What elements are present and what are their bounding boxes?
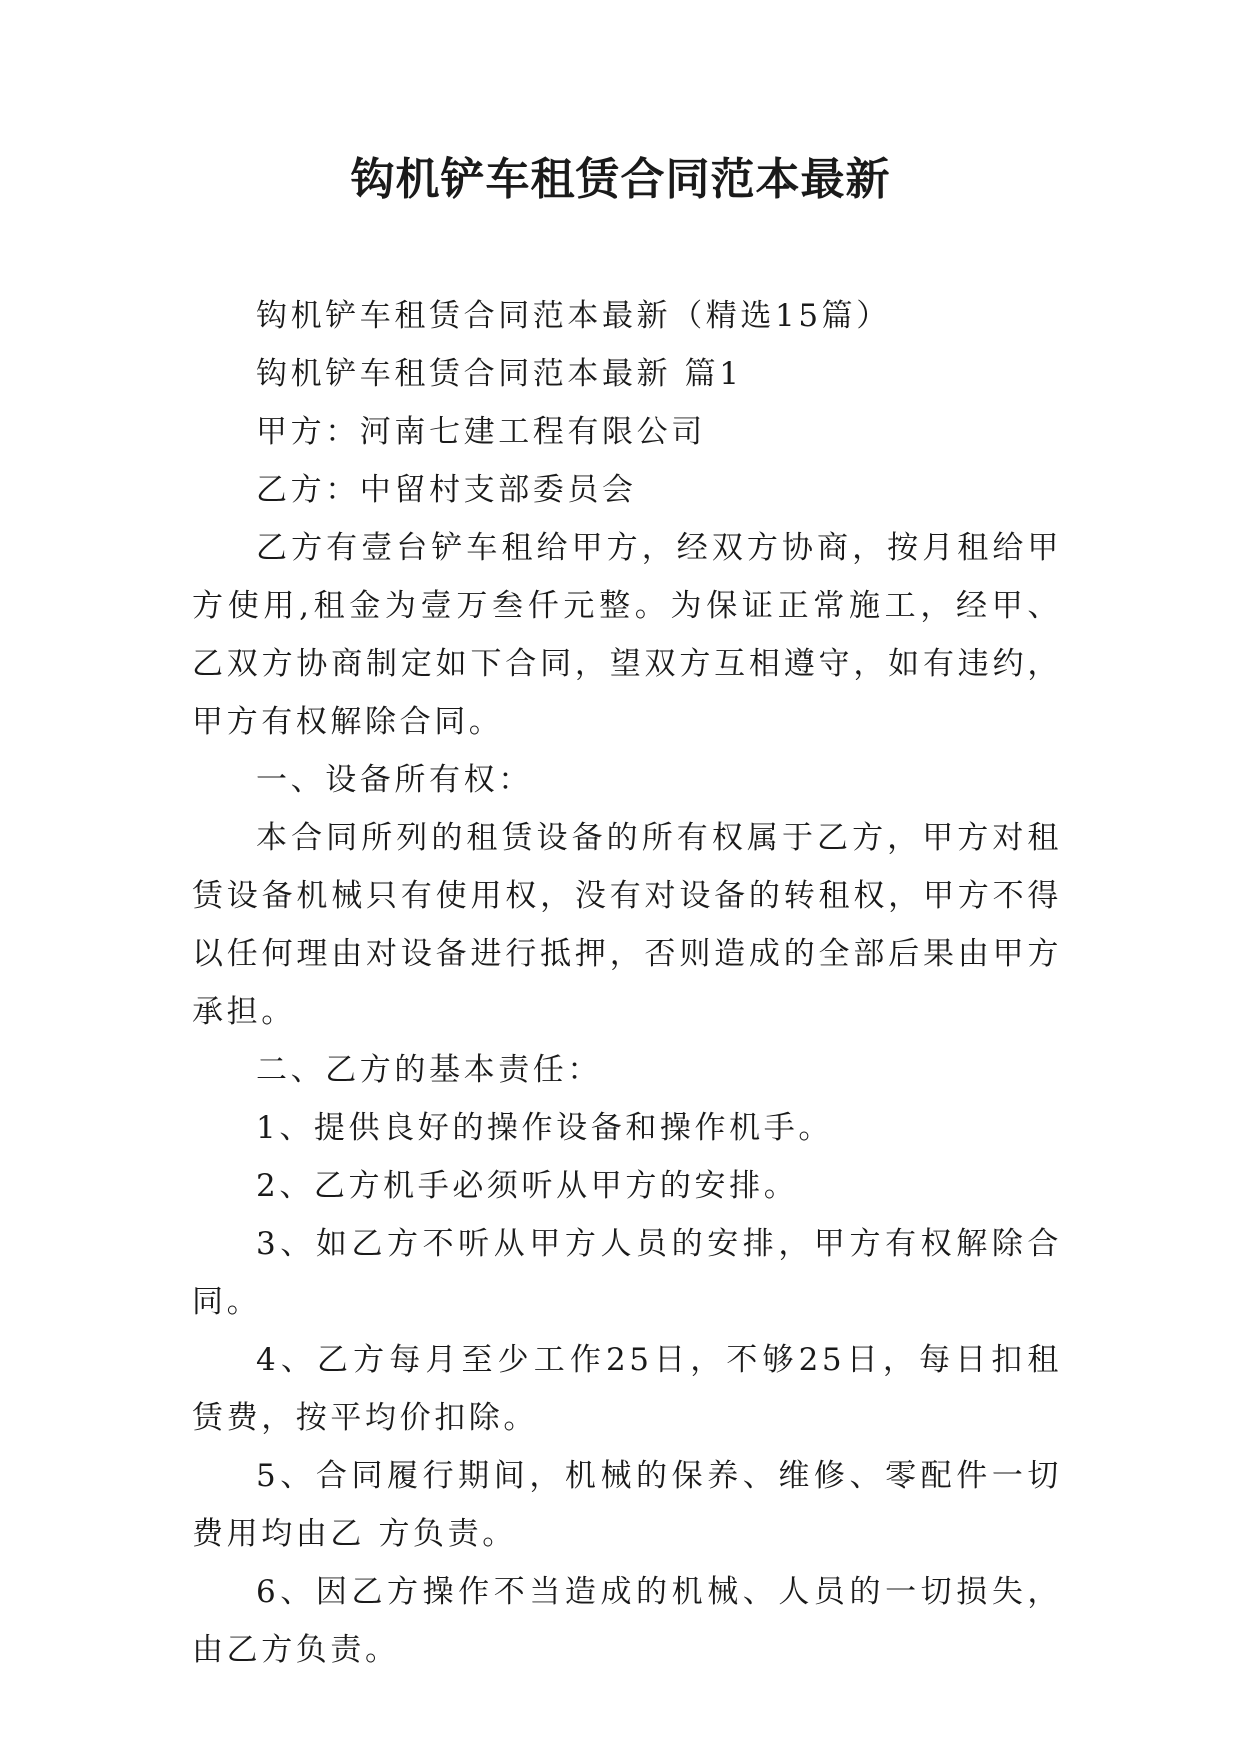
document-title: 钩机铲车租赁合同范本最新 — [350, 154, 891, 205]
paragraph-clause-1-heading: 一、设备所有权： — [256, 762, 533, 798]
paragraph-clause-2-heading: 二、乙方的基本责任： — [256, 1052, 602, 1088]
paragraph-subtitle: 钩机铲车租赁合同范本最新（精选15篇） — [256, 298, 891, 334]
paragraph-clause-1-body: 本合同所列的租赁设备的所有权属于乙方，甲方对租赁设备机械只有使用权，没有对设备的转租权，甲方不得以任何理由对设备进行抵押，否则造成的全部后果由甲方承担。 — [192, 820, 1062, 1030]
paragraph-item-1: 1、提供良好的操作设备和操作机手。 — [256, 1110, 833, 1146]
paragraph-section-heading: 钩机铲车租赁合同范本最新 篇1 — [256, 356, 743, 392]
paragraph-intro: 乙方有壹台铲车租给甲方，经双方协商，按月租给甲方使用,租金为壹万叁仟元整。为保证正常施工，经甲、乙双方协商制定如下合同，望双方互相遵守，如有违约，甲方有权解除合同。 — [192, 530, 1062, 740]
paragraph-item-4: 4、乙方每月至少工作25日，不够25日，每日扣租赁费，按平均价扣除。 — [192, 1342, 1062, 1436]
paragraph-item-2: 2、乙方机手必须听从甲方的安排。 — [256, 1168, 799, 1204]
paragraph-item-5: 5、合同履行期间，机械的保养、维修、零配件一切费用均由乙 方负责。 — [192, 1458, 1062, 1552]
document-body — [192, 287, 1062, 1679]
paragraph-party-a: 甲方：河南七建工程有限公司 — [256, 414, 706, 450]
paragraph-item-6: 6、因乙方操作不当造成的机械、人员的一切损失，由乙方负责。 — [192, 1574, 1062, 1668]
paragraph-item-3: 3、如乙方不听从甲方人员的安排，甲方有权解除合同。 — [192, 1226, 1062, 1320]
paragraph-party-b: 乙方：中留村支部委员会 — [256, 472, 637, 508]
